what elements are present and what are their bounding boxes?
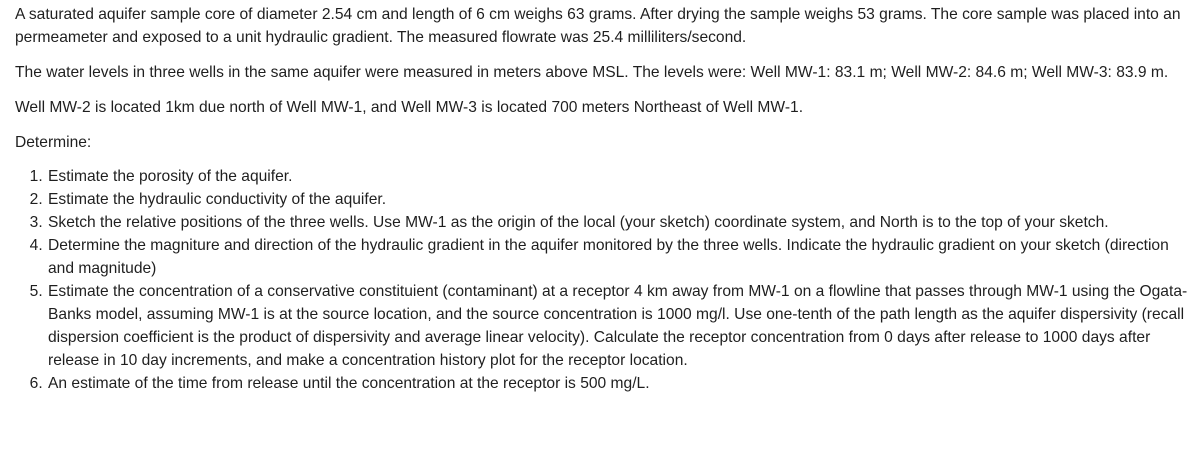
task-item-sketch: 3. Sketch the relative positions of the three wells. Use MW-1 as the origin of the local (your sketch) coordinate system, and North is to the top of your sketch.: [47, 211, 1188, 234]
paragraph-determine: Determine:: [15, 134, 92, 151]
task-item-conductivity: 2. Estimate the hydraulic conductivity of the aquifer.: [47, 188, 1188, 211]
paragraph-water-levels: The water levels in three wells in the same aquifer were measured in meters above MSL. The levels were: Well MW-1: 83.1 m; Well MW-2: 84.6 m; Well MW-3: 83.9 m.: [15, 64, 1169, 81]
task-item-gradient: 4. Determine the magniture and direction of the hydraulic gradient in the aquifer monitored by the three wells. Indicate the hydraulic gradient on your sketch (direction and magnitude): [47, 234, 1188, 280]
task-item-time-estimate: 6. An estimate of the time from release until the concentration at the receptor is 500 mg/L.: [47, 372, 1188, 395]
task-item-porosity: 1. Estimate the porosity of the aquifer.: [47, 165, 1188, 188]
paragraph-core-sample: A saturated aquifer sample core of diameter 2.54 cm and length of 6 cm weighs 63 grams. After drying the sample weighs 53 grams. The core sample was placed into an permeameter and exposed to a unit hydraulic gradient. The measured flowrate was 25.4 milliliters/second.: [15, 6, 1181, 46]
task-list: [15, 165, 1188, 395]
paragraph-well-locations: Well MW-2 is located 1km due north of Well MW-1, and Well MW-3 is located 700 meters Northeast of Well MW-1.: [15, 99, 804, 116]
task-item-concentration: 5. Estimate the concentration of a conservative constituient (contaminant) at a receptor 4 km away from MW-1 on a flowline that passes through MW-1 using the Ogata-Banks model, assuming MW-1 is at the source location, and the source concentration is 1000 mg/l. Use one-tenth of the path length as the aquifer dispersivity (recall dispersion coefficient is the product of dispersivity and average linear velocity). Calculate the receptor concentration from 0 days after release to 1000 days after release in 10 day increments, and make a concentration history plot for the receptor location.: [47, 280, 1188, 372]
